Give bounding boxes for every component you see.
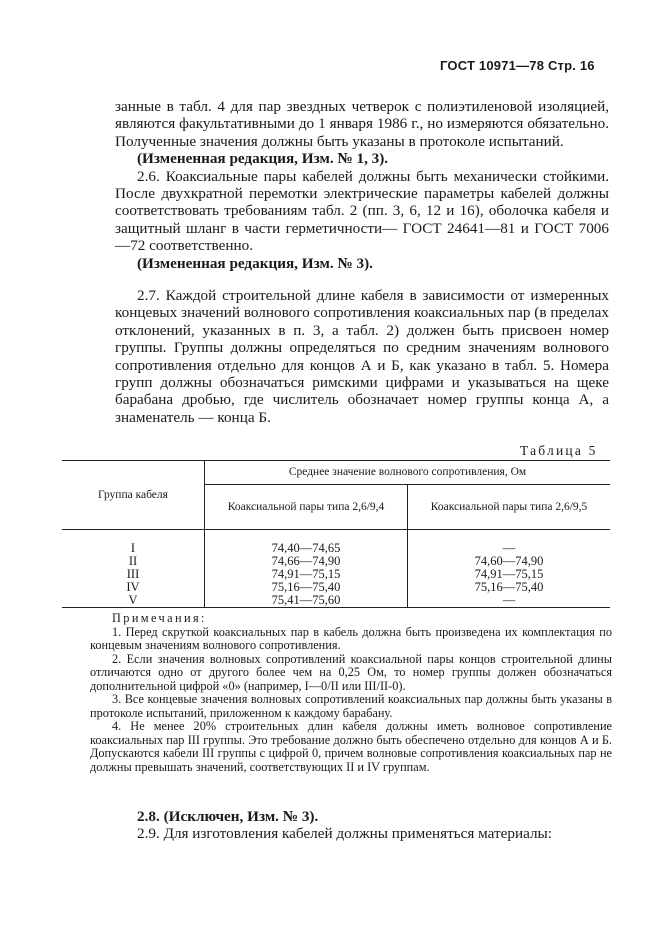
cell-a: 74,66—74,90 — [205, 555, 408, 568]
cell-b: 74,91—75,15 — [408, 568, 610, 581]
cell-a: 75,16—75,40 — [205, 581, 408, 594]
cell-b: — — [408, 594, 610, 608]
cell-b: 74,60—74,90 — [408, 555, 610, 568]
note-3: 3. Все концевые значения волновых сопротивлений коаксиальных пар должны быть указаны в протоколе испытаний, приложенном к каждому барабану. — [90, 692, 612, 720]
table-row — [62, 530, 610, 556]
cell-group: II — [128, 554, 138, 568]
table-row — [62, 594, 610, 608]
cell-b: 75,16—75,40 — [408, 581, 610, 594]
header-group: Группа кабеля — [62, 461, 205, 530]
note-1: 1. Перед скруткой коаксиальных пар в кабель должна быть произведена их комплектация по концевым значениям волнового сопротивления. — [90, 624, 612, 652]
bottom-text-block — [115, 808, 609, 843]
page-header: ГОСТ 10971—78 Стр. 16 — [440, 58, 595, 73]
header-type-a: Коаксиальной пары типа 2,6/9,4 — [205, 485, 408, 530]
cell-group: V — [62, 594, 205, 608]
cell-a: 75,41—75,60 — [205, 594, 408, 608]
top-text-block — [115, 98, 609, 272]
note-4: 4. Не менее 20% строительных длин кабеля должны иметь волновое сопротивление коаксиальных пар III группы. Это требование должно быть обеспечено отдельно для концов А и Б. Допускаются кабели III группы с цифрой 0, причем волновые сопротивления коаксиальных пар не должны превышать значений, соответствующих II и IV группам. — [90, 719, 612, 774]
edit-note-2: (Измененная редакция, Изм. № 3). — [137, 254, 373, 272]
notes-title: Примечания: — [112, 611, 207, 625]
cell-a: 74,91—75,15 — [205, 568, 408, 581]
paragraph-2-7: 2.7. Каждой строительной длине кабеля в зависимости от измеренных концевых значений волнового сопротивления коаксиальных пар (в пределах отклонений, указанных в п. 3, а табл. 2) должен быть присвоен номер группы. Группы должны определяться по средним значениям волнового сопротивления отдельно для концов А и Б, как указано в табл. 5. Номера групп должны обозначаться римскими цифрами и указываться на щеке барабана дробью, где числитель обозначает номер группы конца А, а знаменатель — конца Б. — [115, 287, 609, 426]
paragraph-2-9: 2.9. Для изготовления кабелей должны применяться материалы: — [137, 825, 552, 843]
cell-a: 74,40—74,65 — [205, 530, 408, 556]
edit-note-1: (Измененная редакция, Изм. № 1, 3). — [137, 150, 389, 168]
table-caption: Таблица 5 — [520, 443, 598, 458]
cell-group: IV — [126, 580, 140, 594]
middle-text-block — [115, 287, 609, 426]
paragraph-continuation: занные в табл. 4 для пар звездных четверок с полиэтиленовой изоляцией, являются факультативными до 1 января 1986 г., но измеряются обязательно. Полученные значения должны быть указаны в протоколе испытаний. — [115, 98, 609, 150]
notes-block — [90, 612, 612, 774]
paragraph-2-8-text: 2.8. (Исключен, Изм. № 3). — [137, 808, 319, 825]
paragraph-2-8 — [115, 808, 609, 825]
cell-b: — — [408, 530, 610, 556]
paragraph-2-6: 2.6. Коаксиальные пары кабелей должны быть механически стойкими. После двухкратной перемотки электрические параметры кабелей должны соответствовать требованиям табл. 2 (пп. 3, 6, 12 и 16), оболочка кабеля и защитный шланг в части герметичности— ГОСТ 24641—81 и ГОСТ 7006—72 соответственно. — [115, 167, 609, 255]
note-2: 2. Если значения волновых сопротивлений коаксиальной пары концов строительной длины отличаются одно от другого более чем на 0,25 Ом, то номер группы должен обозначаться дополнительной цифрой «0» (например, I—0/II или III/II-0). — [90, 651, 612, 693]
header-span: Среднее значение волнового сопротивления, Ом — [205, 461, 611, 485]
cell-group: I — [130, 541, 136, 555]
cell-group: III — [126, 567, 140, 581]
header-type-b: Коаксиальной пары типа 2,6/9,5 — [408, 485, 610, 530]
table-5 — [62, 460, 610, 608]
